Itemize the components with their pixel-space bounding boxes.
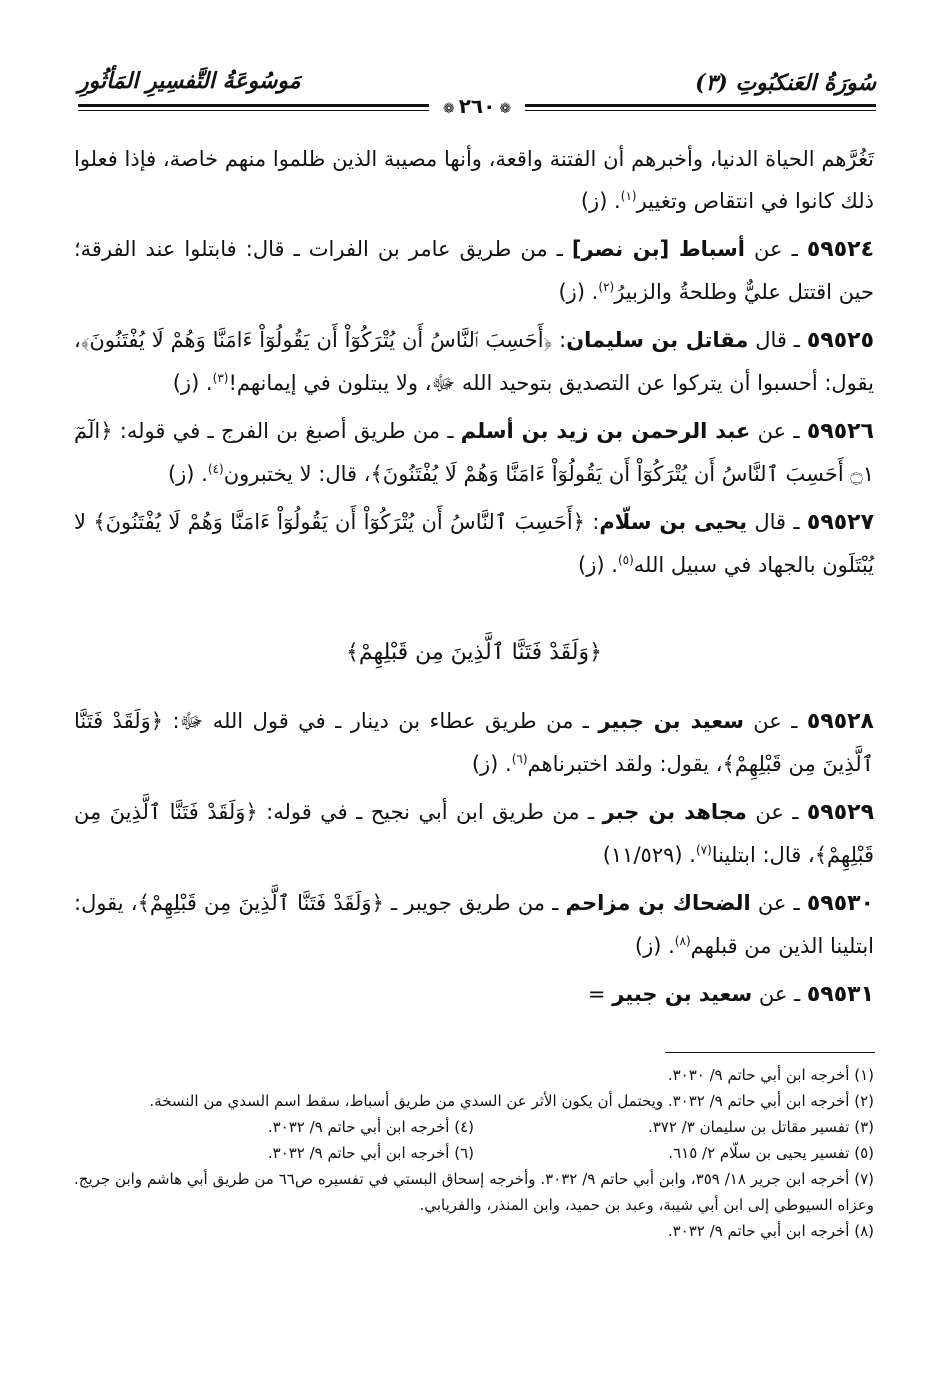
footnote: (٤) أخرجه ابن أبي حاتم ٩/ ٣٠٣٢. bbox=[267, 1118, 474, 1136]
entry-text: ـ من طريق عامر بن الفرات ـ قال: فابتلوا عند الفرقة؛ حين اقتتل عليٌّ وطلحةُ والزبيرُ bbox=[74, 237, 874, 304]
page-header bbox=[78, 64, 876, 124]
entry-tail: . (ز) bbox=[634, 934, 675, 958]
entry-number: ٥٩٥٢٦ bbox=[806, 419, 874, 444]
entry-text: : ﴿أَحَسِبَ ٱلنَّاسُ أَن يُتْرَكُوٓاْ أَن يَقُولُوٓاْ ءَامَنَّا وَهُمْ لَا يُفْتَنُونَ﴾، يقول: أحسبوا أن يتركوا عن التصديق بتوحيد الله ﷻ، ولا يبتلون في إيمانهم! bbox=[74, 328, 874, 395]
main-text bbox=[74, 138, 874, 1022]
entry-prefix: ـ قال bbox=[746, 510, 807, 534]
athar-entry bbox=[74, 973, 874, 1016]
surah-title: سُورَةُ العَنكبُوتِ (٣) bbox=[695, 70, 876, 96]
narrator-name: الضحاك بن مزاحم bbox=[565, 891, 751, 915]
page-number: ٢٦٠ bbox=[458, 94, 496, 118]
entry-text: ـ من طريق ابن أبي نجيح ـ في قوله: ﴿وَلَقَدْ فَتَنَّا ٱلَّذِينَ مِن قَبْلِهِمْ﴾، قال: ابتلينا bbox=[74, 800, 874, 867]
footnote: (٥) تفسير يحيى بن سلّام ٢/ ٦١٥. bbox=[668, 1144, 874, 1162]
footnote-separator bbox=[665, 1052, 875, 1053]
entry-tail: . (ز) bbox=[167, 462, 208, 486]
entry-number: ٥٩٥٣٠ bbox=[806, 891, 874, 916]
footnotes bbox=[74, 1062, 874, 1244]
entry-prefix: ـ عن bbox=[746, 800, 807, 824]
footnote-ref: (٢) bbox=[598, 280, 615, 294]
footnote: (٧) أخرجه ابن جرير ١٨/ ٣٥٩، وابن أبي حاتم ٩/ ٣٠٣٢. وأخرجه إسحاق البستي في تفسيره ص٦٦ من طريق أبي هاشم وابن جريج. وعزاه السيوطي إلى ابن أبي شيبة، وعبد بن حميد، وابن المنذر، والفريابي. bbox=[74, 1170, 875, 1214]
entry-text: ـ من طريق جويبر ـ ﴿وَلَقَدْ فَتَنَّا ٱلَّذِينَ مِن قَبْلِهِمْ﴾، يقول: ابتلينا الذين من قبلهم bbox=[74, 891, 874, 958]
entry-tail: . (ز) bbox=[471, 752, 512, 776]
footnote-pair bbox=[74, 1140, 874, 1166]
entry-tail: . (ز) bbox=[172, 371, 213, 395]
para-text: تَغُرَّهم الحياة الدنيا، وأخبرهم أن الفتنة واقعة، وأنها مصيبة الذين ظلموا منهم خاصة، فإذا فعلوا ذلك كانوا في انتقاص وتغيير bbox=[74, 147, 874, 213]
entry-prefix: ـ عن bbox=[750, 891, 807, 915]
entry-prefix: ـ عن bbox=[745, 237, 807, 261]
narrator-name: مجاهد بن جبر bbox=[602, 800, 747, 824]
athar-entry bbox=[74, 501, 874, 586]
footnote-ref: (٣) bbox=[212, 371, 229, 385]
footnote: (٨) أخرجه ابن أبي حاتم ٩/ ٣٠٣٢. bbox=[667, 1222, 874, 1240]
entry-tail: . (ز) bbox=[578, 553, 618, 577]
narrator-name: سعيد بن جبير bbox=[598, 709, 744, 733]
footnote: (٢) أخرجه ابن أبي حاتم ٩/ ٣٠٣٢. ويحتمل أن يكون الأثر عن السدي من طريق أسباط، سقط اسم السدي من النسخة. bbox=[149, 1092, 874, 1110]
entry-prefix: ـ عن bbox=[743, 709, 807, 733]
entry-prefix: ـ عن bbox=[750, 419, 807, 443]
footnote-ref: (٨) bbox=[674, 934, 691, 948]
narrator-name: أسباط [بن نصر] bbox=[571, 237, 745, 261]
entry-text: ـ من طريق عطاء بن دينار ـ في قول الله ﷻ: ﴿وَلَقَدْ فَتَنَّا ٱلَّذِينَ مِن قَبْلِهِمْ﴾، يقول: ولقد اختبرناهم bbox=[74, 709, 874, 776]
footnote: (٦) أخرجه ابن أبي حاتم ٩/ ٣٠٣٢. bbox=[267, 1144, 474, 1162]
entry-number: ٥٩٥٢٨ bbox=[806, 709, 874, 734]
footnote: (١) أخرجه ابن أبي حاتم ٩/ ٣٠٣٠. bbox=[667, 1066, 874, 1084]
entry-number: ٥٩٥٢٩ bbox=[806, 800, 875, 825]
entry-tail: . (١١/٥٢٩) bbox=[602, 843, 696, 867]
athar-entry bbox=[74, 410, 874, 495]
book-title: مَوسُوعَةُ التَّفسِيرِ المَأثُورِ bbox=[78, 68, 301, 94]
narrator-name: عبد الرحمن بن زيد بن أسلم bbox=[460, 419, 751, 443]
narrator-name: يحيى بن سلّام bbox=[599, 510, 747, 534]
ornament-icon: ❁ bbox=[499, 101, 512, 117]
para-tail: . (ز) bbox=[580, 189, 621, 213]
paragraph-continuation bbox=[74, 138, 874, 222]
entry-number: ٥٩٥٢٤ bbox=[806, 237, 874, 262]
entry-text: : ﴿أَحَسِبَ ٱلنَّاسُ أَن يُتْرَكُوٓاْ أَن يَقُولُوٓاْ ءَامَنَّا وَهُمْ لَا يُفْتَنُونَ﴾ لا يُبْتَلَون بالجهاد في سبيل الله bbox=[74, 510, 874, 577]
athar-entry bbox=[74, 791, 874, 876]
entry-tail: . (ز) bbox=[558, 280, 599, 304]
ornament-icon: ❁ bbox=[442, 101, 455, 117]
narrator-name: سعيد بن جبير bbox=[612, 982, 753, 1006]
entry-prefix: ـ قال bbox=[748, 328, 807, 352]
verse-heading: ﴿وَلَقَدْ فَتَنَّا ٱلَّذِينَ مِن قَبْلِهِمْ﴾ bbox=[345, 640, 603, 665]
athar-entry bbox=[74, 882, 874, 967]
entry-prefix: ـ عن bbox=[752, 982, 807, 1006]
entry-number: ٥٩٥٢٧ bbox=[806, 510, 875, 535]
footnote-ref: (١) bbox=[620, 189, 637, 203]
footnote-ref: (٧) bbox=[695, 843, 712, 857]
footnote-ref: (٥) bbox=[617, 553, 634, 567]
athar-entry bbox=[74, 700, 874, 785]
entry-number: ٥٩٥٣١ bbox=[806, 982, 874, 1007]
footnote-pair bbox=[74, 1114, 874, 1140]
footnote-ref: (٦) bbox=[511, 752, 528, 766]
narrator-name: مقاتل بن سليمان bbox=[566, 328, 749, 352]
page-number-box bbox=[429, 94, 525, 118]
entry-text: ـ من طريق أصبغ بن الفرج ـ في قوله: ﴿الٓمٓ ۝١ أَحَسِبَ ٱلنَّاسُ أَن يُتْرَكُوٓاْ أَن يَقُولُوٓاْ ءَامَنَّا وَهُمْ لَا يُفْتَنُونَ﴾، قال: لا يختبرون bbox=[74, 419, 874, 486]
entry-text: = bbox=[587, 982, 613, 1006]
footnote-ref: (٤) bbox=[207, 462, 224, 476]
footnote: (٣) تفسير مقاتل بن سليمان ٣/ ٣٧٢. bbox=[647, 1118, 874, 1136]
entry-number: ٥٩٥٢٥ bbox=[806, 328, 874, 353]
athar-entry bbox=[74, 319, 874, 404]
athar-entry bbox=[74, 228, 874, 313]
